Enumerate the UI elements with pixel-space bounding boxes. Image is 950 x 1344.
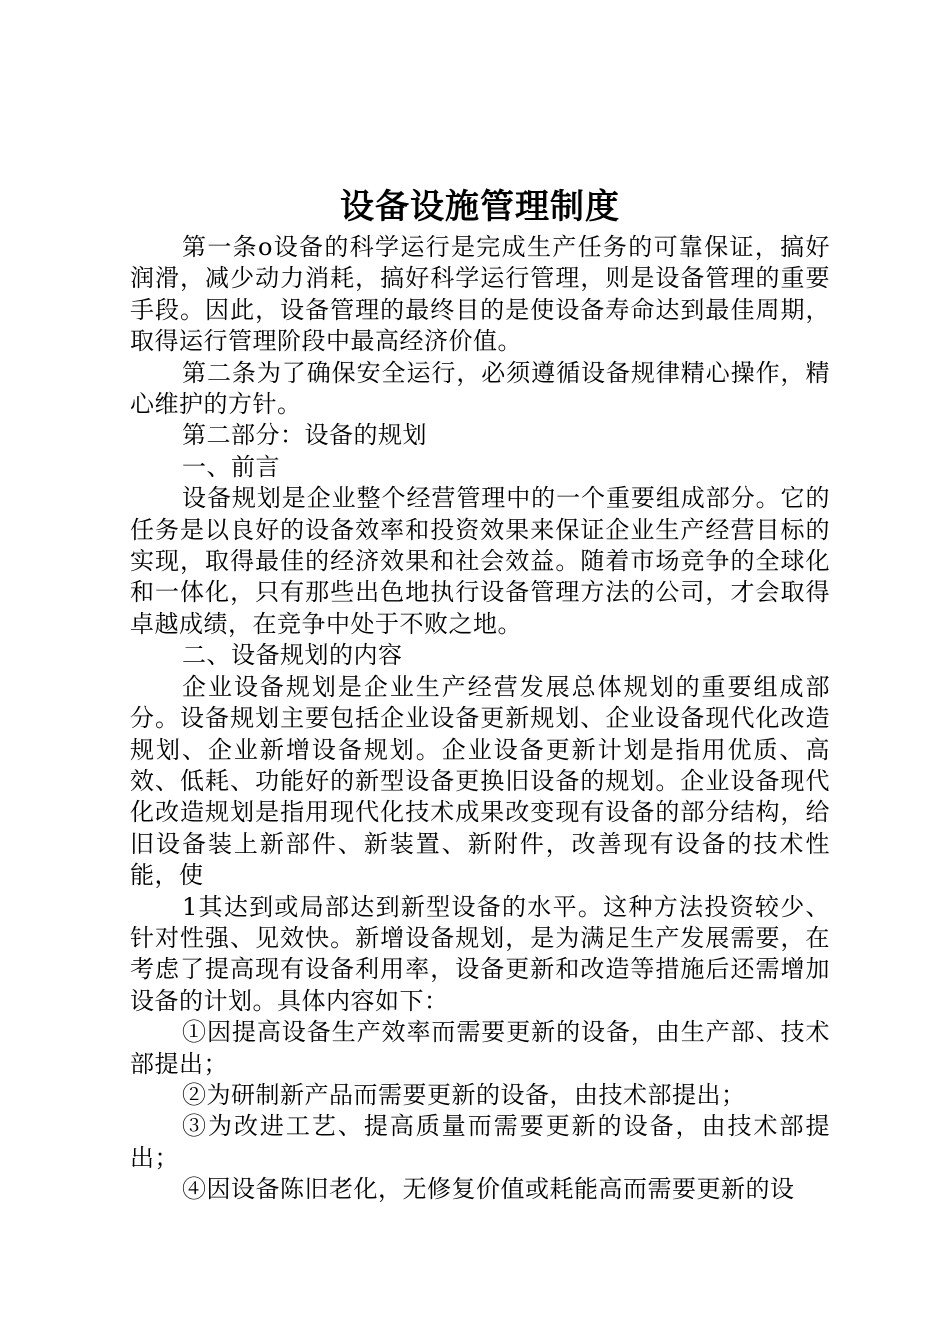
paragraph-article-1: 第一条o设备的科学运行是完成生产任务的可靠保证，搞好润滑，减少动力消耗，搞好科学运行管理，则是设备管理的重要手段。因此，设备管理的最终目的是使设备寿命达到最佳周期，取得运行管理阶段中最高经济价值。 bbox=[130, 233, 830, 356]
paragraph-planning-content: 企业设备规划是企业生产经营发展总体规划的重要组成部分。设备规划主要包括企业设备更新规划、企业设备现代化改造规划、企业新增设备规划。企业设备更新计划是指用优质、高效、低耗、功能好的新型设备更换旧设备的规划。企业设备现代化改造规划是指用现代化技术成果改变现有设备的部分结构，给旧设备装上新部件、新装置、新附件，改善现有设备的技术性能，使 bbox=[130, 672, 830, 890]
paragraph-article-2: 第二条为了确保安全运行，必须遵循设备规律精心操作，精心维护的方针。 bbox=[130, 358, 830, 419]
paragraph-preface: 设备规划是企业整个经营管理中的一个重要组成部分。它的任务是以良好的设备效率和投资效果来保证企业生产经营目标的实现，取得最佳的经济效果和社会效益。随着市场竞争的全球化和一体化，只有那些出色地执行设备管理方法的公司，才会取得卓越成绩，在竞争中处于不败之地。 bbox=[130, 484, 830, 638]
list-item-1: ①因提高设备生产效率而需要更新的设备，由生产部、技术部提出； bbox=[130, 1018, 830, 1078]
paragraph-planning-continued: 1其达到或局部达到新型设备的水平。这种方法投资较少、针对性强、见效快。新增设备规划，是为满足生产发展需要，在考虑了提高现有设备利用率，设备更新和改造等措施后还需增加设备的计划。具体内容如下： bbox=[130, 892, 830, 1015]
subheading-preface: 一、前言 bbox=[182, 452, 280, 481]
subheading-planning-content: 二、设备规划的内容 bbox=[182, 641, 403, 670]
list-item-4: ④因设备陈旧老化，无修复价值或耗能高而需要更新的设 bbox=[182, 1175, 795, 1204]
section-heading-part-2: 第二部分：设备的规划 bbox=[182, 421, 427, 450]
list-item-3: ③为改进工艺、提高质量而需要更新的设备，由技术部提出； bbox=[130, 1112, 830, 1172]
document-title: 设备设施管理制度 bbox=[340, 187, 620, 227]
list-item-2: ②为研制新产品而需要更新的设备，由技术部提出； bbox=[182, 1080, 746, 1109]
document-body bbox=[130, 232, 830, 1206]
